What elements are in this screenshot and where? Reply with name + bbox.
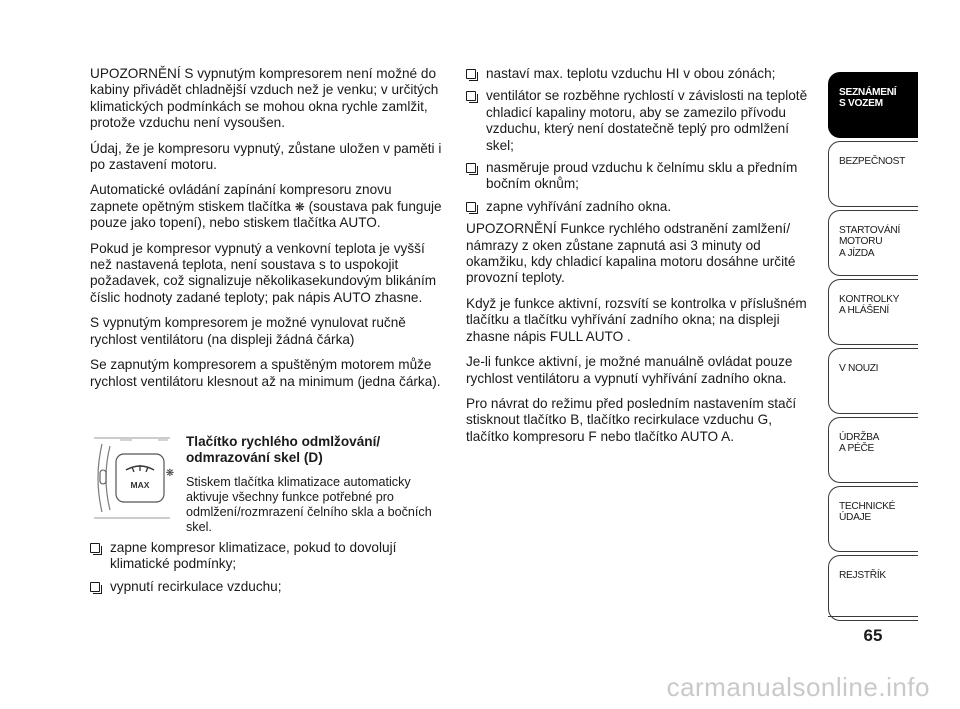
tab-rejstrik[interactable]: REJSTŘÍK: [828, 555, 918, 621]
paragraph-active-indicator: Když je funkce aktivní, rozsvítí se kontrolka v příslušném tlačítku a tlačítku vyhřívání zadního okna; na displeji zhasne nápis FULL AUTO .: [466, 295, 807, 344]
list-item: ventilátor se rozběhne rychlostí v závislosti na teplotě chladicí kapaliny motoru, aby se zamezilo přívodu vzduchu, který není dostatečně teplý pro odmlžení skel;: [466, 88, 816, 154]
list-item: nastaví max. teplotu vzduchu HI v obou zónách;: [466, 66, 816, 82]
paragraph-auto-compressor: [90, 182, 442, 231]
section-d-bullets: [90, 540, 442, 601]
defrost-button-image: [90, 432, 176, 524]
paragraph-manual-control: Je-li funkce aktivní, je možné manuálně ovládat pouze rychlost ventilátoru a vypnutí vyhřívání zadního okna.: [466, 354, 793, 386]
list-item: vypnutí recirkulace vzduchu;: [90, 579, 442, 595]
checkbox-bullet-icon: [466, 163, 476, 173]
tab-seznameni-s-vozem[interactable]: SEZNÁMENÍ S VOZEM: [828, 72, 918, 138]
section-d-heading: Tlačítko rychlého odmlžování/ odmrazování skel (D): [186, 434, 381, 466]
chapter-tabs: [828, 72, 918, 624]
paragraph-fan-minimum: Se zapnutým kompresorem a spuštěným motorem může rychlost ventilátoru klesnout až na minimum (jedna čárka).: [90, 357, 441, 389]
checkbox-bullet-icon: [466, 202, 476, 212]
checkbox-bullet-icon: [466, 69, 476, 79]
tab-kontrolky[interactable]: KONTROLKY A HLÁŠENÍ: [828, 279, 918, 345]
tab-bottom-divider: [828, 616, 918, 617]
paragraph-fan-reset: S vypnutým kompresorem je možné vynulovat ručně rychlost ventilátoru (na displeji žádná čárka): [90, 315, 406, 347]
checkbox-bullet-icon: [90, 582, 100, 592]
right-column: [466, 66, 816, 454]
defrost-button-illustration: [90, 432, 176, 524]
list-item: zapne vyhřívání zadního okna.: [466, 199, 816, 215]
right-bullets: [466, 66, 816, 215]
paragraph-temperature-blink: Pokud je kompresor vypnutý a venkovní teplota je vyšší než nastavená teplota, není soustava s to uspokojit požadavek, což signalizuje několikasekundovým blikáním číslic hodnoty zadané teploty; pak nápis AUTO zhasne.: [90, 240, 437, 305]
max-label: MAX: [130, 480, 150, 490]
tab-technicke-udaje[interactable]: TECHNICKÉ ÚDAJE: [828, 486, 918, 552]
auto-para-after: (soustava pak funguje pouze jako topení), nebo stiskem tlačítka AUTO.: [90, 198, 442, 231]
paragraph-return-mode: Pro návrat do režimu před posledním nastavením stačí stisknout tlačítko B, tlačítko recirkulace vzduchu G, tlačítko kompresoru F nebo tlačítko AUTO A.: [466, 395, 797, 444]
tab-startovani-motoru[interactable]: STARTOVÁNÍ MOTORU A JÍZDA: [828, 210, 918, 276]
list-item: zapne kompresor klimatizace, pokud to dovolují klimatické podmínky;: [90, 540, 442, 573]
left-column: [90, 66, 442, 399]
page-number: 65: [863, 626, 883, 645]
watermark: carmanualsonline.info: [666, 672, 930, 702]
paragraph-warning-defrost: UPOZORNĚNÍ Funkce rychlého odstranění zamlžení/ námrazy z oken zůstane zapnutá asi 3 minuty od okamžiku, kdy chladicí kapalina motoru dosáhne určité provozní teploty.: [466, 221, 796, 286]
auto-para-before: Automatické ovládání zapínání kompresoru znovu zapnete opětným stiskem tlačítka: [90, 182, 392, 214]
checkbox-bullet-icon: [466, 91, 476, 101]
paragraph-compressor-memory: Údaj, že je kompresoru vypnutý, zůstane uložen v paměti i po zastavení motoru.: [90, 140, 442, 173]
section-d-intro: Stiskem tlačítka klimatizace automaticky aktivuje všechny funkce potřebné pro odmlžení/rozmrazení čelního skla a bočních skel.: [186, 474, 432, 534]
fan-icon: ❋: [294, 199, 305, 214]
tab-udrzba[interactable]: ÚDRŽBA A PÉČE: [828, 417, 918, 483]
section-d-text: [186, 434, 442, 535]
tab-bezpecnost[interactable]: BEZPEČNOST: [828, 141, 918, 207]
checkbox-bullet-icon: [90, 543, 100, 553]
list-item: nasměruje proud vzduchu k čelnímu sklu a předním bočním oknům;: [466, 160, 816, 193]
fan-icon-image: ❋: [165, 468, 175, 479]
tab-v-nouzi[interactable]: V NOUZI: [828, 348, 918, 414]
paragraph-warning-compressor: UPOZORNĚNÍ S vypnutým kompresorem není možné do kabiny přivádět chladnější vzduch než je venku; v určitých klimatických podmínkách se mohou okna rychle zamlžit, protože vzduchu není vysoušen.: [90, 66, 439, 131]
